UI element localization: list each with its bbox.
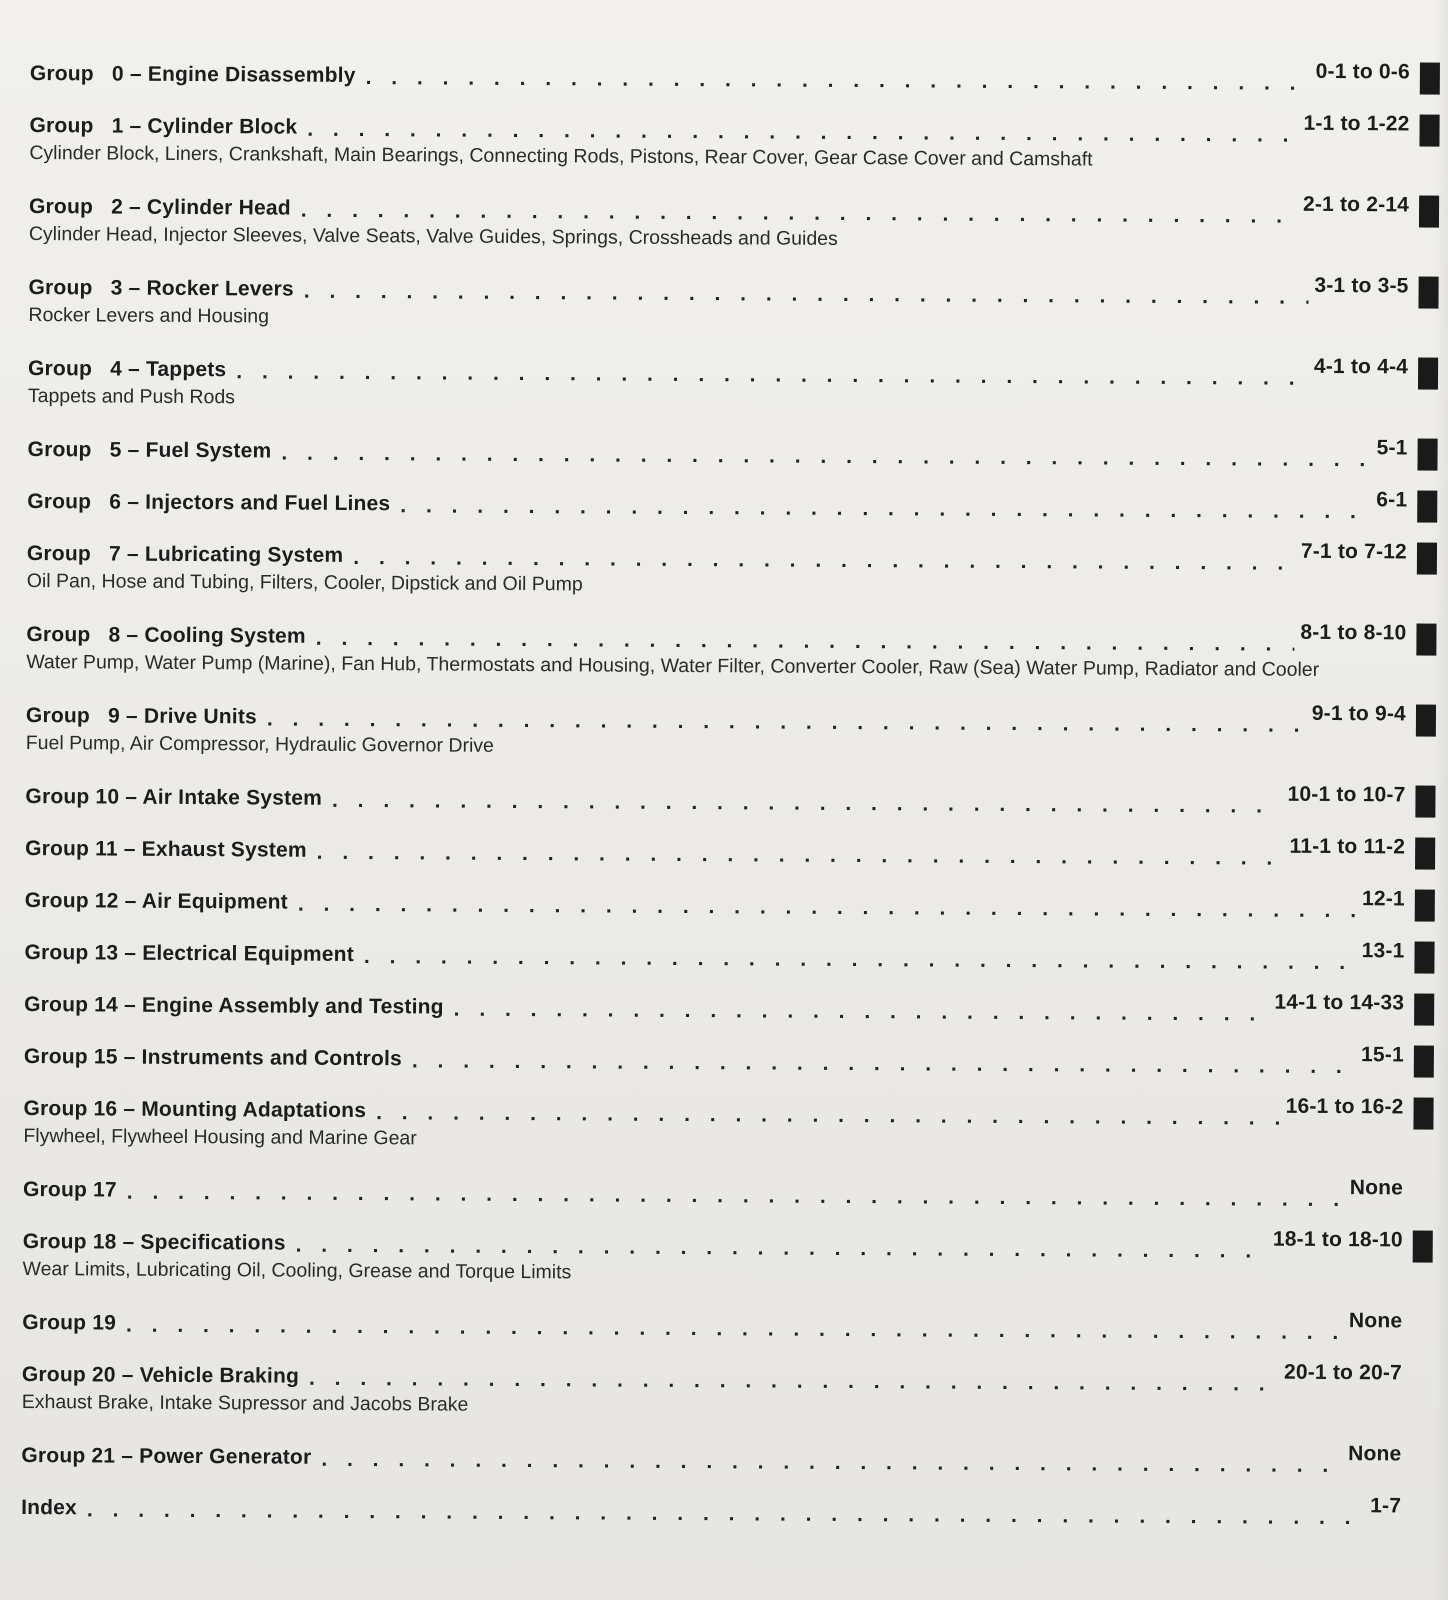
toc-entry-description: Cylinder Block, Liners, Crankshaft, Main Bearings, Connecting Rods, Pistons, Rear Cover, Gear Case Cover and Camshaft: [29, 141, 1093, 171]
dot-leader: [87, 1499, 1364, 1528]
toc-entry-title: Group 13 – Electrical Equipment: [24, 940, 355, 966]
toc-entry-group-2[interactable]: [29, 185, 1409, 256]
toc-entry-pages: 7-1 to 7-12: [1300, 539, 1408, 564]
toc-entry-pages: 1-1 to 1-22: [1303, 111, 1410, 136]
toc-entry-title: Group 2 – Cylinder Head: [28, 194, 291, 220]
toc-entry-group-14[interactable]: [24, 983, 1404, 1025]
toc-entry-pages: 20-1 to 20-7: [1283, 1360, 1403, 1385]
toc-entry-description: Oil Pan, Hose and Tubing, Filters, Cooler, Dipstick and Oil Pump: [26, 569, 583, 596]
toc-entry-pages: None: [1348, 1442, 1402, 1466]
toc-entry-description: Flywheel, Flywheel Housing and Marine Gear: [23, 1124, 417, 1150]
toc-entry-title: Group 3 – Rocker Levers: [28, 275, 294, 301]
toc-entry-pages: 1-7: [1370, 1494, 1402, 1518]
toc-entry-pages: 14-1 to 14-33: [1274, 990, 1405, 1015]
dot-leader: [332, 790, 1282, 817]
section-tab-marker: [1415, 889, 1435, 921]
toc-entry-group-12[interactable]: [25, 879, 1405, 921]
toc-entry-title: Group 17: [22, 1177, 117, 1202]
toc-entry-title: Group 20 – Vehicle Braking: [21, 1362, 300, 1388]
toc-entry-title: Group 0 – Engine Disassembly: [29, 61, 356, 87]
toc-entry-pages: 9-1 to 9-4: [1311, 701, 1407, 726]
toc-entry-group-16[interactable]: [23, 1087, 1403, 1158]
toc-entry-pages: 8-1 to 8-10: [1300, 620, 1407, 645]
dot-leader: [298, 894, 1356, 921]
toc-entry-description: Rocker Levers and Housing: [28, 303, 270, 328]
toc-entry-title: Group 5 – Fuel System: [27, 437, 272, 463]
toc-entry-pages: 4-1 to 4-4: [1313, 354, 1409, 379]
toc-entry-pages: 10-1 to 10-7: [1287, 782, 1406, 807]
section-tab-marker: [1414, 1045, 1434, 1077]
toc-entry-title: Group 11 – Exhaust System: [25, 836, 307, 862]
toc-entry-description: Exhaust Brake, Intake Supressor and Jacobs Brake: [21, 1390, 469, 1416]
toc-entry-group-3[interactable]: [28, 266, 1408, 337]
toc-entry-pages: 2-1 to 2-14: [1302, 192, 1410, 217]
dot-leader: [400, 495, 1370, 522]
toc-entry-index[interactable]: [21, 1486, 1401, 1528]
toc-entry-group-10[interactable]: [25, 775, 1405, 817]
toc-entry-pages: 15-1: [1360, 1043, 1404, 1067]
toc-entry-title: Group 18 – Specifications: [22, 1229, 286, 1255]
toc-entry-group-19[interactable]: [22, 1301, 1402, 1343]
toc-entry-title: Group 14 – Engine Assembly and Testing: [24, 992, 444, 1019]
section-tab-marker: [1415, 785, 1435, 817]
dot-leader: [353, 547, 1295, 574]
toc-entry-pages: 12-1: [1361, 887, 1405, 911]
toc-entry-group-6[interactable]: [27, 480, 1407, 522]
toc-entry-description: Water Pump, Water Pump (Marine), Fan Hub, Thermostats and Housing, Water Filter, Converter Cooler, Raw (Sea) Water Pump, Radiator and Cooler: [26, 650, 1320, 681]
toc-entry-pages: 18-1 to 18-10: [1272, 1227, 1403, 1252]
toc-entry-group-7[interactable]: [27, 532, 1407, 603]
toc-entry-group-20[interactable]: [22, 1353, 1402, 1424]
page-edge-shadow: [1434, 0, 1448, 1600]
dot-leader: [454, 999, 1269, 1025]
toc-entry-title: Group 10 – Air Intake System: [25, 784, 323, 810]
dot-leader: [366, 67, 1310, 94]
toc-entry-group-13[interactable]: [24, 931, 1404, 973]
toc-entry-pages: 3-1 to 3-5: [1314, 273, 1409, 298]
dot-leader: [321, 1449, 1342, 1476]
toc-entry-title: Group 6 – Injectors and Fuel Lines: [27, 489, 391, 516]
toc-entry-description: Cylinder Head, Injector Sleeves, Valve Seats, Valve Guides, Springs, Crossheads and Guides: [28, 222, 838, 250]
dot-leader: [126, 1315, 1343, 1343]
toc-entry-pages: 16-1 to 16-2: [1285, 1094, 1404, 1119]
toc-entry-title: Group 4 – Tappets: [27, 356, 227, 382]
toc-entry-pages: 11-1 to 11-2: [1289, 834, 1406, 859]
toc-entry-group-18[interactable]: [22, 1220, 1402, 1291]
dot-leader: [281, 443, 1370, 471]
toc-entry-title: Group 12 – Air Equipment: [24, 888, 288, 914]
dot-leader: [376, 1102, 1280, 1129]
toc-entry-group-21[interactable]: [21, 1434, 1401, 1476]
toc-entry-pages: 13-1: [1361, 939, 1405, 963]
toc-entry-title: Group 8 – Cooling System: [26, 622, 306, 648]
toc-entry-group-8[interactable]: [26, 613, 1406, 684]
toc-entry-title: Index: [21, 1495, 78, 1520]
section-tab-marker: [1415, 837, 1435, 869]
toc-entry-pages: 5-1: [1376, 436, 1408, 460]
section-tab-marker: [1413, 1097, 1433, 1129]
section-tab-marker: [1413, 1230, 1433, 1262]
dot-leader: [364, 946, 1356, 973]
toc-entry-group-17[interactable]: [23, 1168, 1403, 1210]
toc-entry-description: Fuel Pump, Air Compressor, Hydraulic Governor Drive: [25, 731, 494, 757]
toc-entry-pages: None: [1349, 1176, 1404, 1200]
toc-entry-pages: None: [1348, 1309, 1403, 1333]
dot-leader: [412, 1050, 1355, 1077]
toc-entry-title: Group 1 – Cylinder Block: [29, 113, 298, 139]
toc-entry-group-15[interactable]: [24, 1035, 1404, 1077]
toc-entry-title: Group 19: [22, 1310, 117, 1335]
toc-entry-title: Group 16 – Mounting Adaptations: [23, 1096, 367, 1123]
toc-entry-group-0[interactable]: [30, 52, 1410, 94]
toc-entry-title: Group 21 – Power Generator: [21, 1443, 312, 1469]
toc-entry-title: Group 9 – Drive Units: [25, 703, 258, 729]
dot-leader: [309, 1368, 1278, 1395]
toc-entry-pages: 6-1: [1376, 488, 1408, 512]
dot-leader: [296, 1235, 1267, 1262]
dot-leader: [317, 842, 1284, 869]
section-tab-marker: [1416, 704, 1436, 736]
toc-entry-title: Group 7 – Lubricating System: [26, 541, 344, 567]
section-tab-marker: [1414, 993, 1434, 1025]
toc-entry-group-4[interactable]: [28, 347, 1408, 418]
toc-entry-group-9[interactable]: [26, 694, 1406, 765]
toc-entry-group-1[interactable]: [29, 104, 1409, 175]
toc-entry-description: Wear Limits, Lubricating Oil, Cooling, Grease and Torque Limits: [22, 1257, 572, 1284]
toc-entry-pages: 0-1 to 0-6: [1315, 59, 1410, 84]
dot-leader: [127, 1182, 1344, 1210]
toc-entry-description: Tappets and Push Rods: [27, 384, 236, 409]
table-of-contents: [21, 52, 1410, 1528]
toc-entry-group-5[interactable]: [27, 428, 1407, 470]
toc-entry-title: Group 15 – Instruments and Controls: [23, 1044, 402, 1071]
toc-entry-group-11[interactable]: [25, 827, 1405, 869]
section-tab-marker: [1414, 941, 1434, 973]
